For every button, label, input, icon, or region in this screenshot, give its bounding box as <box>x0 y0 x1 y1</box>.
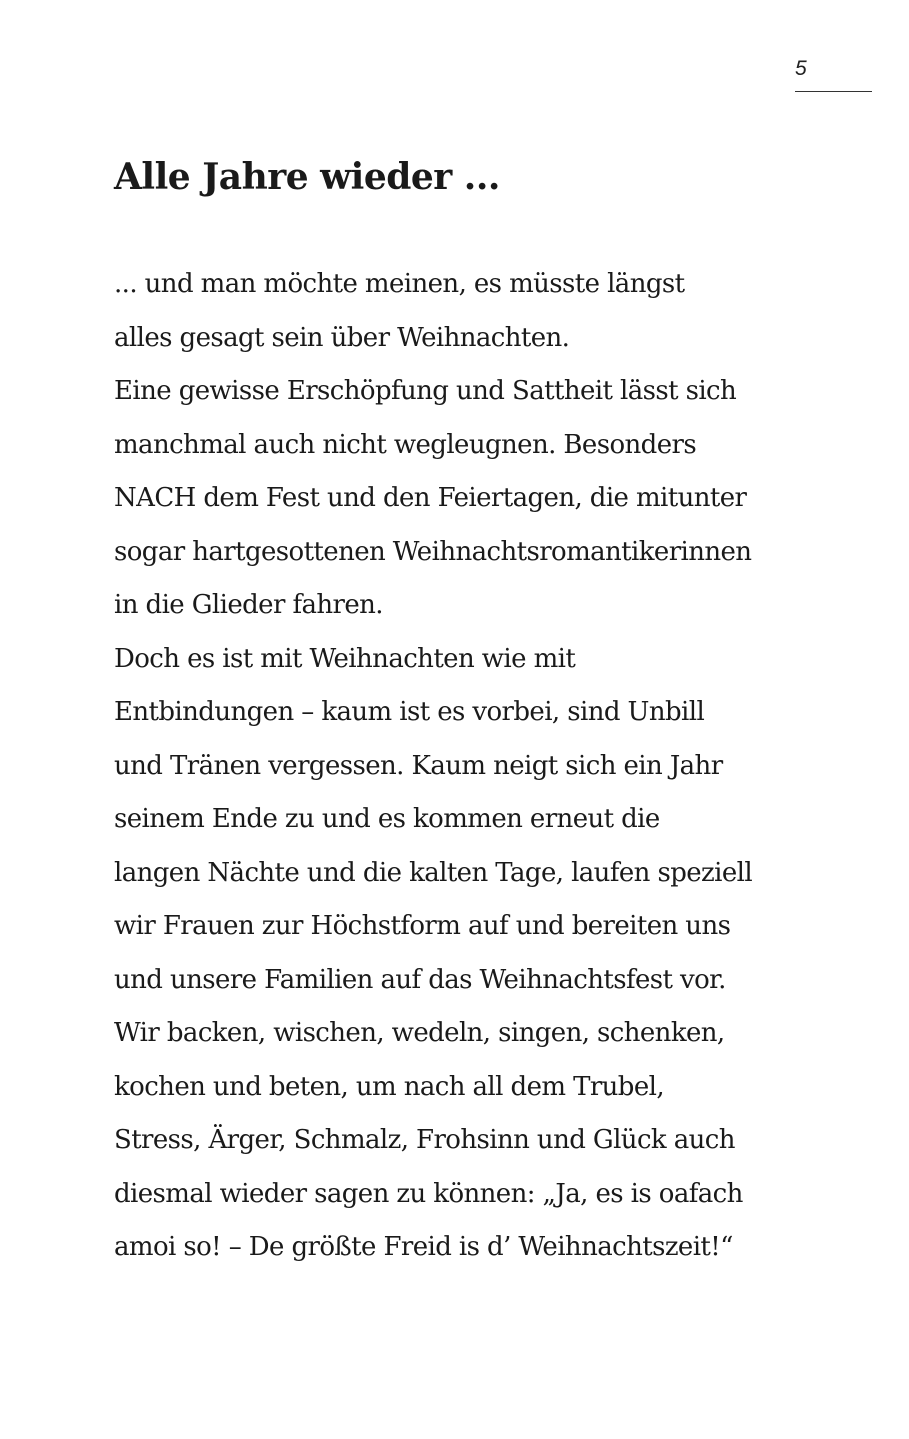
text-line: Wir backen, wischen, wedeln, singen, schenken, <box>114 1018 725 1048</box>
text-line: und unsere Familien auf das Weihnachtsfest vor. <box>114 964 726 995</box>
text-line: wir Frauen zur Höchstform auf und bereiten uns <box>114 911 731 941</box>
text-line: Entbindungen – kaum ist es vorbei, sind Unbill <box>114 697 705 727</box>
body-text <box>114 258 834 1275</box>
page-number-rule <box>795 91 872 92</box>
chapter-heading: Alle Jahre wieder ... <box>114 156 500 198</box>
text-line: manchmal auch nicht wegleugnen. Besonders <box>114 429 697 460</box>
text-line: seinem Ende zu und es kommen erneut die <box>114 804 660 834</box>
text-line: Stress, Ärger, Schmalz, Frohsinn und Glück auch <box>114 1125 735 1155</box>
text-line: Doch es ist mit Weihnachten wie mit <box>114 643 576 674</box>
page-number: 5 <box>795 57 807 80</box>
text-line: kochen und beten, um nach all dem Trubel, <box>114 1071 665 1102</box>
text-line: ... und man möchte meinen, es müsste längst <box>114 269 685 299</box>
text-line: langen Nächte und die kalten Tage, laufen speziell <box>114 857 753 888</box>
text-line: diesmal wieder sagen zu können: „Ja, es is oafach <box>114 1178 743 1209</box>
text-line: und Tränen vergessen. Kaum neigt sich ein Jahr <box>114 750 723 781</box>
text-line: NACH dem Fest und den Feiertagen, die mitunter <box>114 483 747 513</box>
text-line: alles gesagt sein über Weihnachten. <box>114 322 570 353</box>
text-line: in die Glieder fahren. <box>114 590 383 620</box>
text-line: Eine gewisse Erschöpfung und Sattheit lässt sich <box>114 376 737 406</box>
text-line: amoi so! – De größte Freid is d’ Weihnachtszeit!“ <box>114 1232 733 1262</box>
text-line: sogar hartgesottenen Weihnachtsromantikerinnen <box>114 536 752 567</box>
